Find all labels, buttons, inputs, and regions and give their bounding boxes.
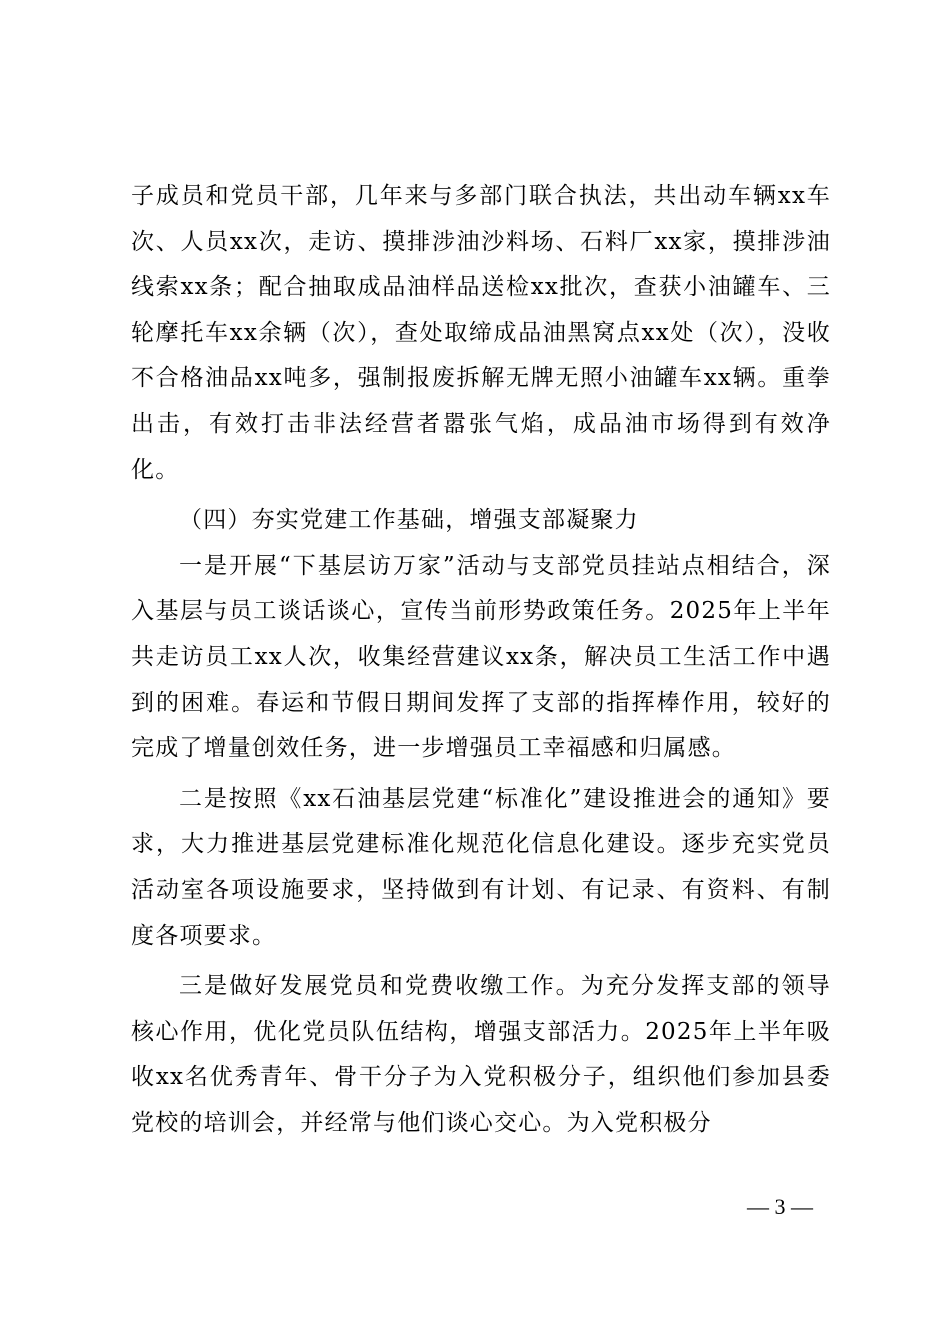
page-number: — 3 —: [747, 1194, 813, 1219]
paragraph-three: 三是做好发展党员和党费收缴工作。为充分发挥支部的领导核心作用，优化党员队伍结构，增强支部活力。2025年上半年吸收xx名优秀青年、骨干分子为入党积极分子，组织他们参加县委党校的培训会，并经常与他们谈心交心。为入党积极分: [131, 973, 831, 1136]
section-heading: （四）夯实党建工作基础，增强支部凝聚力: [179, 507, 639, 534]
paragraph-one: 一是开展“下基层访万家”活动与支部党员挂站点相结合，深入基层与员工谈话谈心，宣传当前形势政策任务。2025年上半年共走访员工xx人次，收集经营建议xx条，解决员工生活工作中遇到的困难。春运和节假日期间发挥了支部的指挥棒作用，较好的完成了增量创效任务，进一步增强员工幸福感和归属感。: [131, 552, 831, 762]
page-body: [131, 174, 831, 1146]
paragraph-continued: 子成员和党员干部，几年来与多部门联合执法，共出动车辆xx车次、人员xx次，走访、摸排涉油沙料场、石料厂xx家，摸排涉油线索xx条；配合抽取成品油样品送检xx批次，查获小油罐车、三轮摩托车xx余辆（次），查处取缔成品油黑窝点xx处（次），没收不合格油品xx吨多，强制报废拆解无牌无照小油罐车xx辆。重拳出击，有效打击非法经营者嚣张气焰，成品油市场得到有效净化。: [131, 183, 831, 483]
paragraph-two: 二是按照《xx石油基层党建“标准化”建设推进会的通知》要求，大力推进基层党建标准化规范化信息化建设。逐步充实党员活动室各项设施要求，坚持做到有计划、有记录、有资料、有制度各项要求。: [131, 785, 831, 949]
